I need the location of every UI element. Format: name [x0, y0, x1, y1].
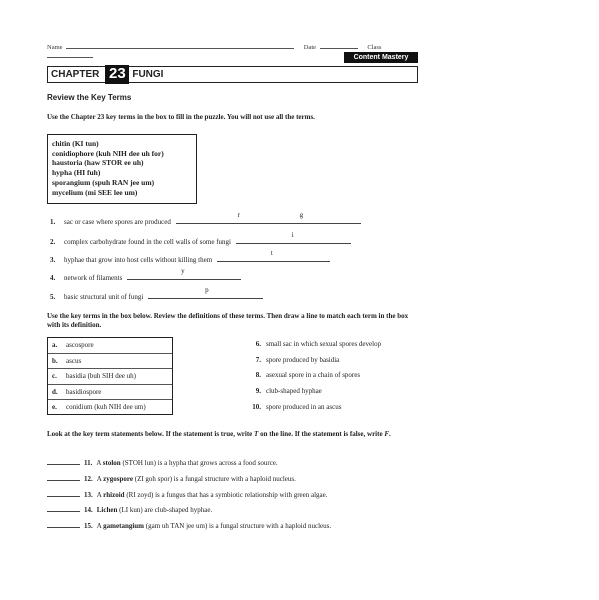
name-label: Name	[47, 44, 63, 51]
date-field[interactable]	[320, 42, 358, 49]
class-field[interactable]	[47, 51, 93, 58]
puzzle-instructions: Use the Chapter 23 key terms in the box to fill in the puzzle. You will not use all the terms.	[47, 113, 315, 121]
term-item: mycelium (mi SEE lee um)	[52, 187, 138, 197]
puzzle-question-4: 4. network of filaments y	[50, 272, 241, 282]
match-definition[interactable]: 8. asexual spore in a chain of spores	[255, 371, 361, 379]
hint-letter: y	[181, 267, 185, 275]
match-definition[interactable]: 6. small sac in which sexual spores develop	[255, 340, 382, 348]
match-term[interactable]: b. ascus	[48, 354, 172, 370]
matching-terms-box	[47, 337, 173, 415]
key-terms-box	[47, 134, 197, 204]
hint-letter: g	[299, 211, 304, 219]
chapter-banner	[47, 66, 418, 83]
answer-blank[interactable]	[47, 520, 80, 528]
answer-blank[interactable]	[47, 457, 80, 465]
term-item: haustoria (haw STOR ee uh)	[52, 158, 144, 168]
puzzle-answer-line[interactable]	[176, 211, 361, 224]
hint-letter: i	[291, 231, 294, 239]
term-item: conidiophore (kuh NIH dee uh for)	[52, 148, 164, 158]
puzzle-answer-line[interactable]	[217, 249, 330, 262]
hint-letter: p	[205, 286, 209, 294]
puzzle-question-3: 3. hyphae that grow into host cells without killing them t	[50, 254, 330, 264]
chapter-label: CHAPTER	[51, 69, 100, 80]
statement-row: 13. A rhizoid (RI zoyd) is a fungus that has a symbiotic relationship with green algae.	[47, 489, 328, 499]
content-mastery-badge: Content Mastery	[344, 52, 418, 63]
answer-blank[interactable]	[47, 473, 80, 481]
matching-instructions: Use the key terms in the box below. Review the definitions of these terms. Then draw a line to match each term in the box with its definition.	[47, 312, 409, 329]
match-definition[interactable]: 9. club-shaped hyphae	[255, 387, 322, 395]
answer-blank[interactable]	[47, 504, 80, 512]
name-field[interactable]	[66, 42, 294, 49]
statement-row: 12. A zygospore (ZI goh spor) is a fungal structure with a haploid nucleus.	[47, 473, 296, 483]
hint-letter: r	[237, 211, 240, 219]
answer-blank[interactable]	[47, 489, 80, 497]
term-item: hypha (HI fuh)	[52, 168, 101, 178]
match-term[interactable]: a. ascospore	[48, 338, 172, 354]
match-definition[interactable]: 7. spore produced by basidia	[255, 356, 340, 364]
chapter-number: 23	[105, 65, 129, 84]
class-label: Class	[367, 44, 382, 51]
puzzle-question-1: 1. sac or case where spores are produced r g	[50, 216, 361, 226]
match-term[interactable]: d. basidiospore	[48, 385, 172, 401]
match-term[interactable]: e. conidium (kuh NIH dee um)	[52, 403, 146, 412]
term-item: chitin (KI tun)	[52, 139, 99, 148]
puzzle-answer-line[interactable]	[148, 286, 263, 299]
chapter-title: FUNGI	[132, 69, 164, 80]
puzzle-question-5: 5. basic structural unit of fungi p	[50, 291, 263, 301]
puzzle-answer-line[interactable]	[236, 231, 351, 244]
statement-row: 11. A stolon (STOH lun) is a hypha that grows across a food source.	[47, 457, 278, 467]
match-term[interactable]: c. basidia (buh SIH dee uh)	[48, 369, 172, 385]
puzzle-question-2: 2. complex carbohydrate found in the cell walls of some fungi i	[50, 236, 351, 246]
puzzle-answer-line[interactable]	[127, 267, 241, 280]
match-definition[interactable]: 10. spore produced in an ascus	[252, 403, 342, 411]
hint-letter: t	[270, 249, 273, 257]
term-item: sporangium (spuh RAN jee um)	[52, 177, 155, 187]
section-heading: Review the Key Terms	[47, 93, 132, 102]
date-label: Date	[303, 44, 317, 51]
statement-row: 14. Lichen (LI kun) are club-shaped hyphae.	[47, 504, 212, 514]
statement-row: 15. A gametangium (gam uh TAN jee um) is a fungal structure with a haploid nucleus.	[47, 520, 331, 530]
true-false-instructions: Look at the key term statements below. If the statement is true, write T on the line. If the statement is false, write F.	[47, 430, 391, 438]
